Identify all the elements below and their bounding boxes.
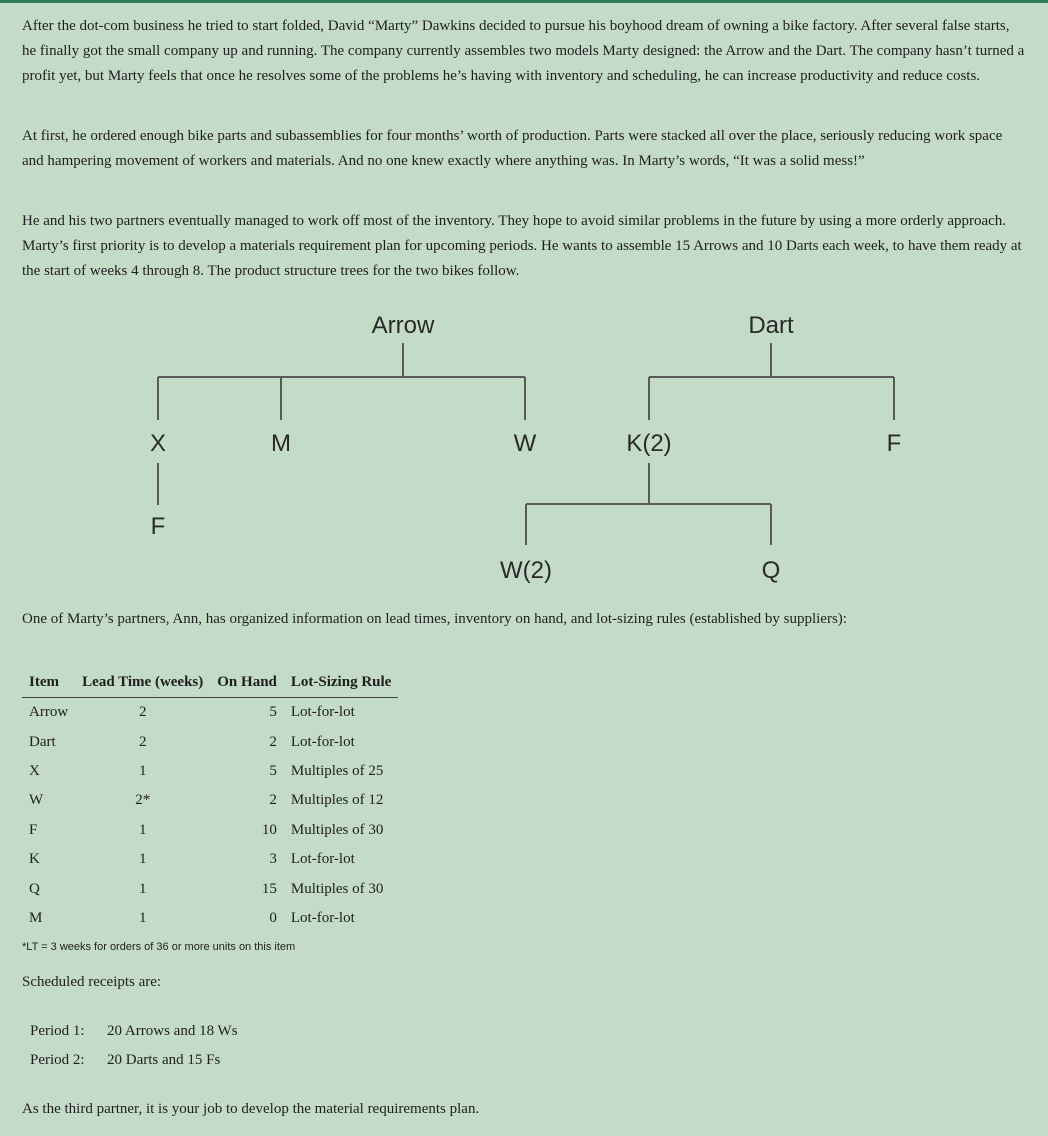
col-header-lead-time: Lead Time (weeks) bbox=[75, 670, 210, 698]
cell-item: X bbox=[29, 762, 40, 779]
tree-node-arrow: Arrow bbox=[371, 312, 435, 339]
cell-item: M bbox=[29, 909, 43, 926]
inventory-table bbox=[22, 670, 398, 933]
table-header-row bbox=[22, 670, 398, 698]
cell-item: W bbox=[29, 792, 44, 809]
col-header-on-hand: On Hand bbox=[210, 670, 284, 698]
tree-node-dart: Dart bbox=[748, 312, 794, 339]
cell-on-hand: 0 bbox=[269, 909, 277, 926]
cell-lot-sizing: Lot-for-lot bbox=[290, 704, 355, 721]
cell-lead-time: 2 bbox=[138, 733, 147, 750]
cell-lead-time: 1 bbox=[138, 762, 147, 779]
cell-on-hand: 2 bbox=[269, 733, 277, 750]
tree-node-w: W bbox=[513, 430, 537, 457]
cell-lead-time: 1 bbox=[138, 821, 147, 838]
cell-lot-sizing: Lot-for-lot bbox=[290, 851, 355, 868]
cell-lot-sizing: Multiples of 25 bbox=[290, 762, 384, 779]
table-intro: One of Marty’s partners, Ann, has organized information on lead times, inventory on hand, and lot-sizing rules (established by suppliers): bbox=[22, 611, 847, 627]
cell-item: Q bbox=[29, 880, 40, 897]
tree-node-k2: K(2) bbox=[626, 430, 672, 457]
cell-on-hand: 3 bbox=[269, 851, 277, 868]
tree-node-q: Q bbox=[761, 557, 781, 584]
table-row bbox=[22, 816, 398, 845]
tree-node-w2: W(2) bbox=[500, 557, 552, 584]
product-structure-tree bbox=[0, 300, 1048, 590]
col-header-lot-sizing: Lot-Sizing Rule bbox=[284, 670, 398, 698]
cell-lot-sizing: Lot-for-lot bbox=[290, 909, 355, 926]
cell-lead-time: 2 bbox=[138, 704, 147, 721]
cell-on-hand: 15 bbox=[261, 880, 277, 897]
cell-on-hand: 10 bbox=[261, 821, 277, 838]
scheduled-receipts-title: Scheduled receipts are: bbox=[22, 974, 162, 990]
table-row bbox=[22, 757, 398, 786]
cell-item: Arrow bbox=[29, 704, 69, 721]
cell-on-hand: 5 bbox=[269, 704, 277, 721]
tree-node-x: X bbox=[149, 430, 167, 457]
cell-item: F bbox=[29, 821, 38, 838]
table-row bbox=[22, 845, 398, 874]
table-row bbox=[22, 698, 398, 728]
tree-node-f-under-x: F bbox=[150, 513, 166, 540]
cell-lot-sizing: Multiples of 12 bbox=[290, 792, 384, 809]
paragraph-inventory: At first, he ordered enough bike parts and subassemblies for four months’ worth of production. Parts were stacked all over the place, seriously reducing work space and hampering movement of workers and materials. And no one knew exactly where anything was. In Marty’s words, “It was a solid mess!” bbox=[22, 128, 1003, 169]
cell-lead-time: 1 bbox=[138, 880, 147, 897]
col-header-item: Item bbox=[22, 670, 75, 698]
cell-item: K bbox=[29, 851, 40, 868]
cell-on-hand: 5 bbox=[269, 762, 277, 779]
receipt-period-2-text: 20 Darts and 15 Fs bbox=[107, 1052, 221, 1068]
closing-text: As the third partner, it is your job to develop the material requirements plan. bbox=[22, 1101, 480, 1117]
top-accent-line bbox=[0, 0, 1048, 3]
table-footnote: *LT = 3 weeks for orders of 36 or more units on this item bbox=[22, 941, 296, 953]
cell-lead-time: 1 bbox=[138, 909, 147, 926]
cell-lot-sizing: Multiples of 30 bbox=[290, 880, 384, 897]
cell-lot-sizing: Multiples of 30 bbox=[290, 821, 384, 838]
table-row bbox=[22, 874, 398, 903]
receipt-period-1-text: 20 Arrows and 18 Ws bbox=[107, 1023, 238, 1039]
cell-lot-sizing: Lot-for-lot bbox=[290, 733, 355, 750]
receipt-period-1-label: Period 1: bbox=[30, 1023, 85, 1039]
paragraph-intro: After the dot-com business he tried to start folded, David “Marty” Dawkins decided to pursue his boyhood dream of owning a bike factory. After several false starts, he finally got the small company up and running. The company currently assembles two models Marty designed: the Arrow and the Dart. The company hasn’t turned a profit yet, but Marty feels that once he resolves some of the problems he’s having with inventory and scheduling, he can increase productivity and reduce costs. bbox=[22, 18, 1025, 84]
tree-node-m: M bbox=[271, 430, 291, 457]
receipt-period-2-label: Period 2: bbox=[30, 1052, 85, 1068]
paragraph-plan: He and his two partners eventually managed to work off most of the inventory. They hope to avoid similar problems in the future by using a more orderly approach. Marty’s first priority is to develop a materials requirement plan for upcoming periods. He wants to assemble 15 Arrows and 10 Darts each week, to have them ready at the start of weeks 4 through 8. The product structure trees for the two bikes follow. bbox=[22, 213, 1022, 279]
table-row bbox=[22, 904, 398, 933]
tree-node-f-under-dart: F bbox=[886, 430, 902, 457]
cell-lead-time: 1 bbox=[138, 851, 147, 868]
cell-item: Dart bbox=[29, 733, 56, 750]
table-row bbox=[22, 727, 398, 756]
cell-on-hand: 2 bbox=[269, 792, 277, 809]
cell-lead-time: 2* bbox=[135, 792, 151, 809]
table-row bbox=[22, 786, 398, 815]
